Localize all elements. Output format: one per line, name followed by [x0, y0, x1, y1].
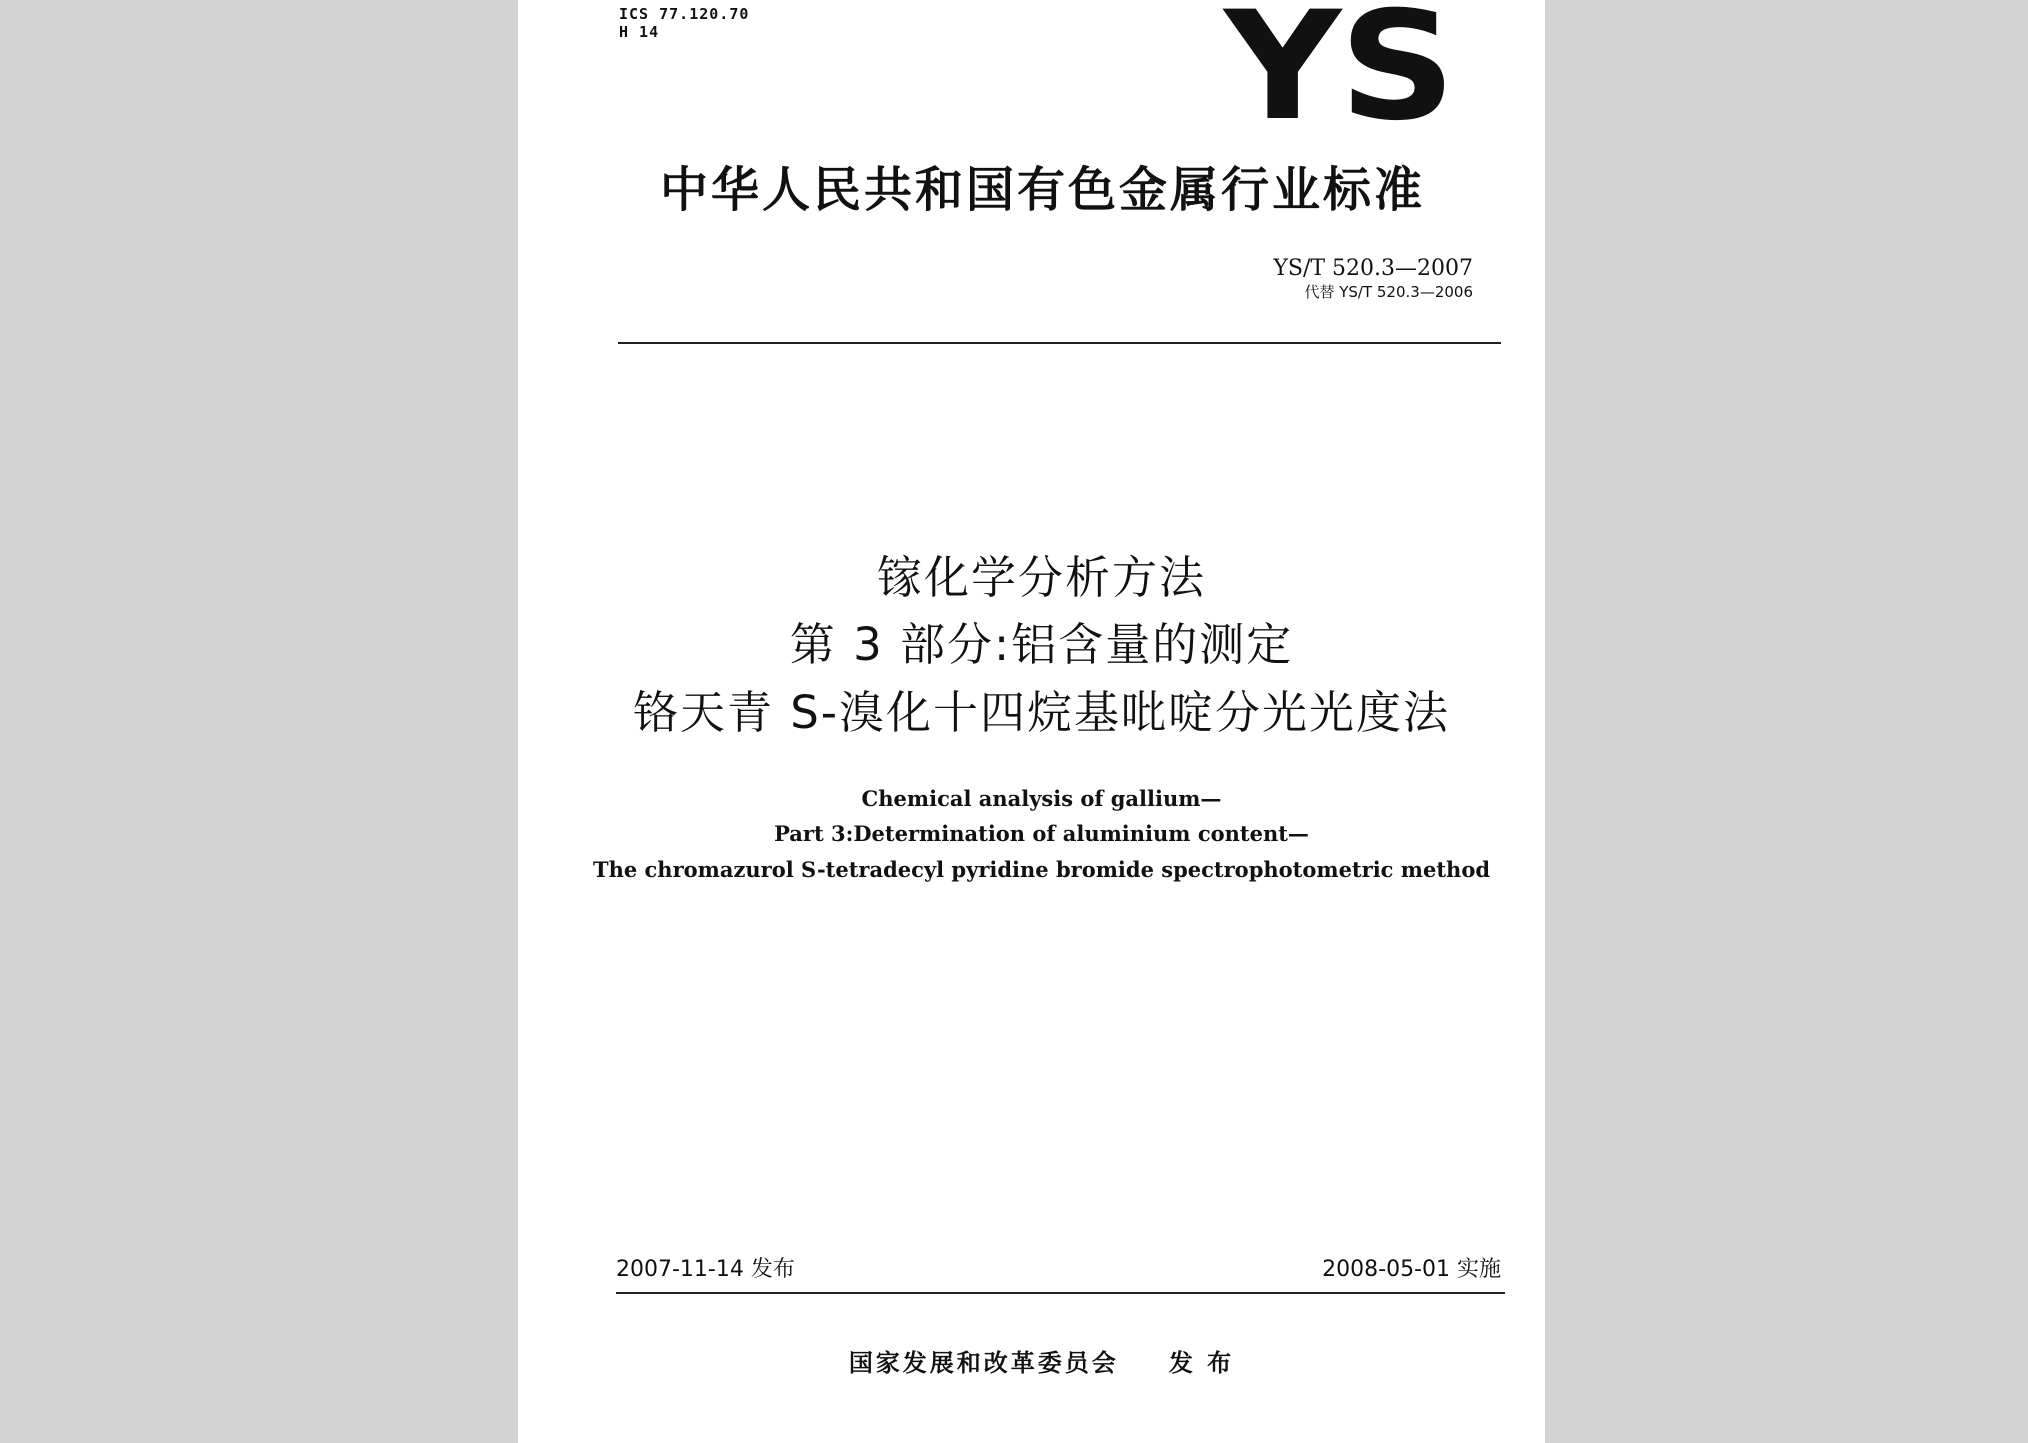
ys-logo: YS — [1224, 0, 1454, 154]
header-divider — [618, 342, 1501, 344]
publisher-line — [518, 1348, 1545, 1378]
title-cn-line3: 铬天青 S-溴化十四烷基吡啶分光光度法 — [632, 686, 1451, 739]
publish-word: 发 布 — [1168, 1349, 1235, 1377]
ics-code: ICS 77.120.70 — [619, 5, 750, 23]
document-page — [518, 0, 1545, 1443]
replaces-standard: 代替 YS/T 520.3—2006 — [1304, 283, 1473, 301]
title-cn-line2: 第 3 部分:铝含量的测定 — [789, 618, 1294, 671]
title-cn-line1: 镓化学分析方法 — [876, 551, 1206, 604]
title-en-line2: Part 3:Determination of aluminium content— — [774, 821, 1309, 846]
standard-number: YS/T 520.3—2007 — [1273, 256, 1473, 281]
implement-date: 2008-05-01 实施 — [1322, 1257, 1501, 1282]
ccs-code: H 14 — [619, 23, 660, 41]
agency-title: 中华人民共和国有色金属行业标准 — [659, 162, 1425, 218]
publisher-name: 国家发展和改革委员会 — [848, 1349, 1119, 1377]
title-en-line1: Chemical analysis of gallium— — [861, 786, 1222, 811]
title-en-line3: The chromazurol S-tetradecyl pyridine bromide spectrophotometric method — [592, 857, 1491, 882]
issue-date: 2007-11-14 发布 — [616, 1257, 795, 1282]
footer-divider — [616, 1292, 1505, 1294]
